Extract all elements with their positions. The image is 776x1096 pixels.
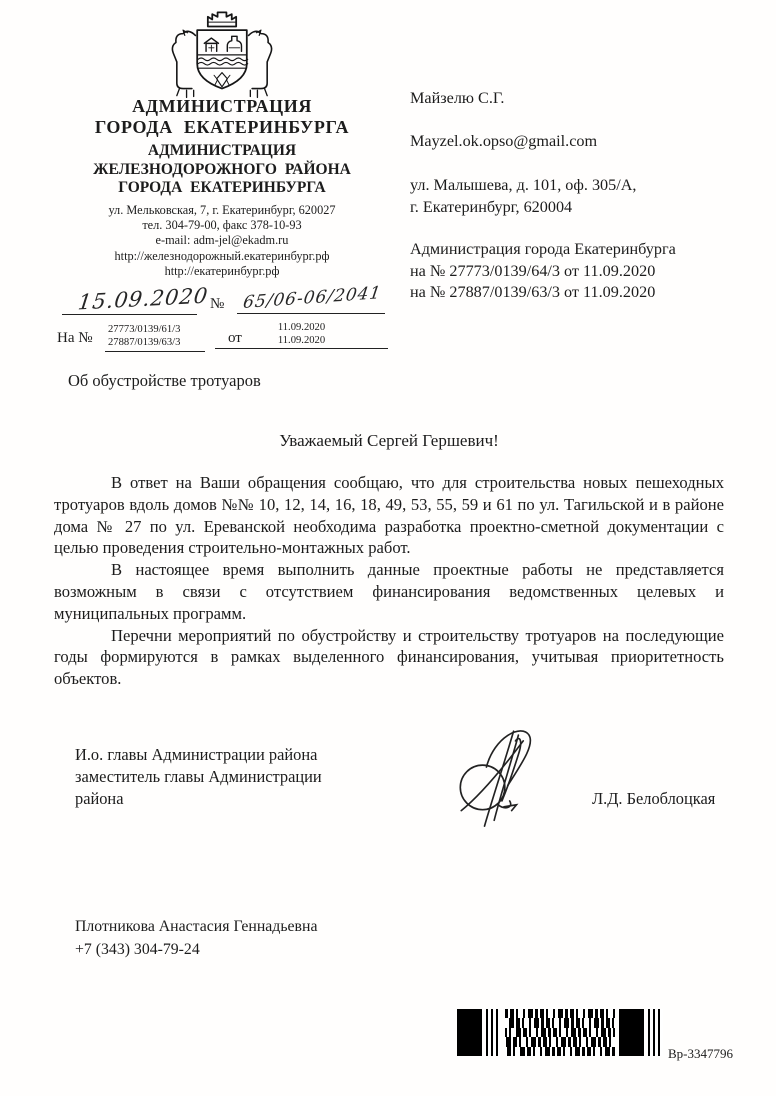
coat-of-arms-icon [160, 8, 284, 100]
letterhead-website: http://железнодорожный.екатеринбург.рф [114, 248, 330, 263]
signer-position [75, 744, 405, 810]
letterhead-address: ул. Мельковская, 7, г. Екатеринбург, 620027 [108, 203, 336, 217]
letterhead-website: http://екатеринбург.рф [164, 263, 280, 278]
date-underline [62, 314, 197, 315]
ot-label: от [228, 330, 242, 346]
barcode-label: Вр-3347796 [668, 1046, 733, 1061]
barcode-thin-bars [486, 1009, 501, 1056]
recipient-address [410, 175, 760, 218]
letterhead-contacts [36, 203, 408, 279]
incoming-ref-dates [215, 321, 388, 347]
recipient-email: Mayzel.ok.opso@gmail.com [410, 132, 598, 150]
incoming-ref-numbers [108, 324, 208, 349]
handwritten-number: 65/06-06/2041 [241, 283, 383, 313]
copy-org: Администрация города Екатеринбурга [410, 240, 676, 258]
letter-body [54, 472, 724, 690]
body-paragraph: Перечни мероприятий по обустройству и строительству тротуаров на последующие годы формируются в рамках выделенного финансирования, учитывая приоритетность объектов. [54, 625, 724, 689]
signer-position-line: заместитель главы Администрации [75, 767, 322, 786]
na-no-label: На № [57, 330, 93, 346]
ref-date-underline [215, 348, 388, 349]
salutation: Уважаемый Сергей Гершевич! [279, 431, 499, 450]
signer-name: Л.Д. Белоблоцкая [592, 789, 716, 808]
handwritten-date: 15.09.2020 [76, 283, 210, 315]
recipient-name: Майзелю С.Г. [410, 89, 505, 107]
number-label: № [210, 296, 225, 312]
incoming-ref-date: 11.09.2020 [277, 335, 326, 346]
suborg-name-line: ГОРОДА ЕКАТЕРИНБУРГА [118, 179, 326, 196]
executor-block [75, 915, 317, 961]
recipient-address-line: ул. Малышева, д. 101, оф. 305/А, [410, 176, 637, 194]
incoming-ref-number: 27887/0139/63/3 [108, 336, 181, 348]
number-underline [237, 313, 385, 314]
incoming-ref-number: 27773/0139/61/3 [108, 324, 181, 335]
signer-position-line: района [75, 789, 124, 808]
letterhead-email: e-mail: adm-jel@ekadm.ru [155, 233, 289, 248]
barcode-thin-bars [648, 1009, 663, 1056]
org-name-line: ГОРОДА ЕКАТЕРИНБУРГА [94, 117, 350, 137]
incoming-ref-date: 11.09.2020 [277, 322, 326, 333]
body-paragraph: В настоящее время выполнить данные проектные работы не представляется возможным в связи с отсутствием финансирования ведомственных целевых и муниципальных программ. [54, 560, 724, 623]
suborg-name-line: АДМИНИСТРАЦИЯ [147, 142, 297, 159]
barcode-solid-bar [619, 1009, 644, 1056]
suborg-name-line: ЖЕЛЕЗНОДОРОЖНОГО РАЙОНА [93, 160, 351, 178]
barcode [457, 1009, 663, 1056]
copy-ref: на № 27773/0139/64/3 от 11.09.2020 [410, 261, 656, 280]
body-paragraph: В ответ на Ваши обращения сообщаю, что для строительства новых пешеходных тротуаров вдоль домов №№ 10, 12, 14, 16, 18, 49, 53, 55, 59 и 61 по ул. Тагильской и в районе дома № 27 по ул. Ереванской необходима разработка проектно-сметной документации с целью проведения строительно-монтажных работ. [54, 473, 724, 558]
copy-ref: на № 27887/0139/63/3 от 11.09.2020 [410, 283, 656, 301]
recipient-copy-block [410, 239, 760, 304]
subject-line: Об обустройстве тротуаров [68, 371, 261, 390]
suborg-name-block [36, 142, 408, 198]
executor-phone: +7 (343) 304-79-24 [75, 941, 200, 958]
signer-position-line: И.о. главы Администрации района [75, 745, 318, 764]
ref-number-underline [105, 351, 205, 352]
barcode-solid-bar [457, 1009, 482, 1056]
org-name-block [36, 96, 408, 138]
org-name-line: АДМИНИСТРАЦИЯ [132, 96, 312, 116]
signature-scribble [448, 708, 552, 830]
letterhead-phone: тел. 304-79-00, факс 378-10-93 [142, 218, 302, 233]
recipient-address-line: г. Екатеринбург, 620004 [410, 197, 573, 216]
barcode-data-region [505, 1009, 615, 1056]
executor-name: Плотникова Анастасия Геннадьевна [75, 918, 318, 935]
